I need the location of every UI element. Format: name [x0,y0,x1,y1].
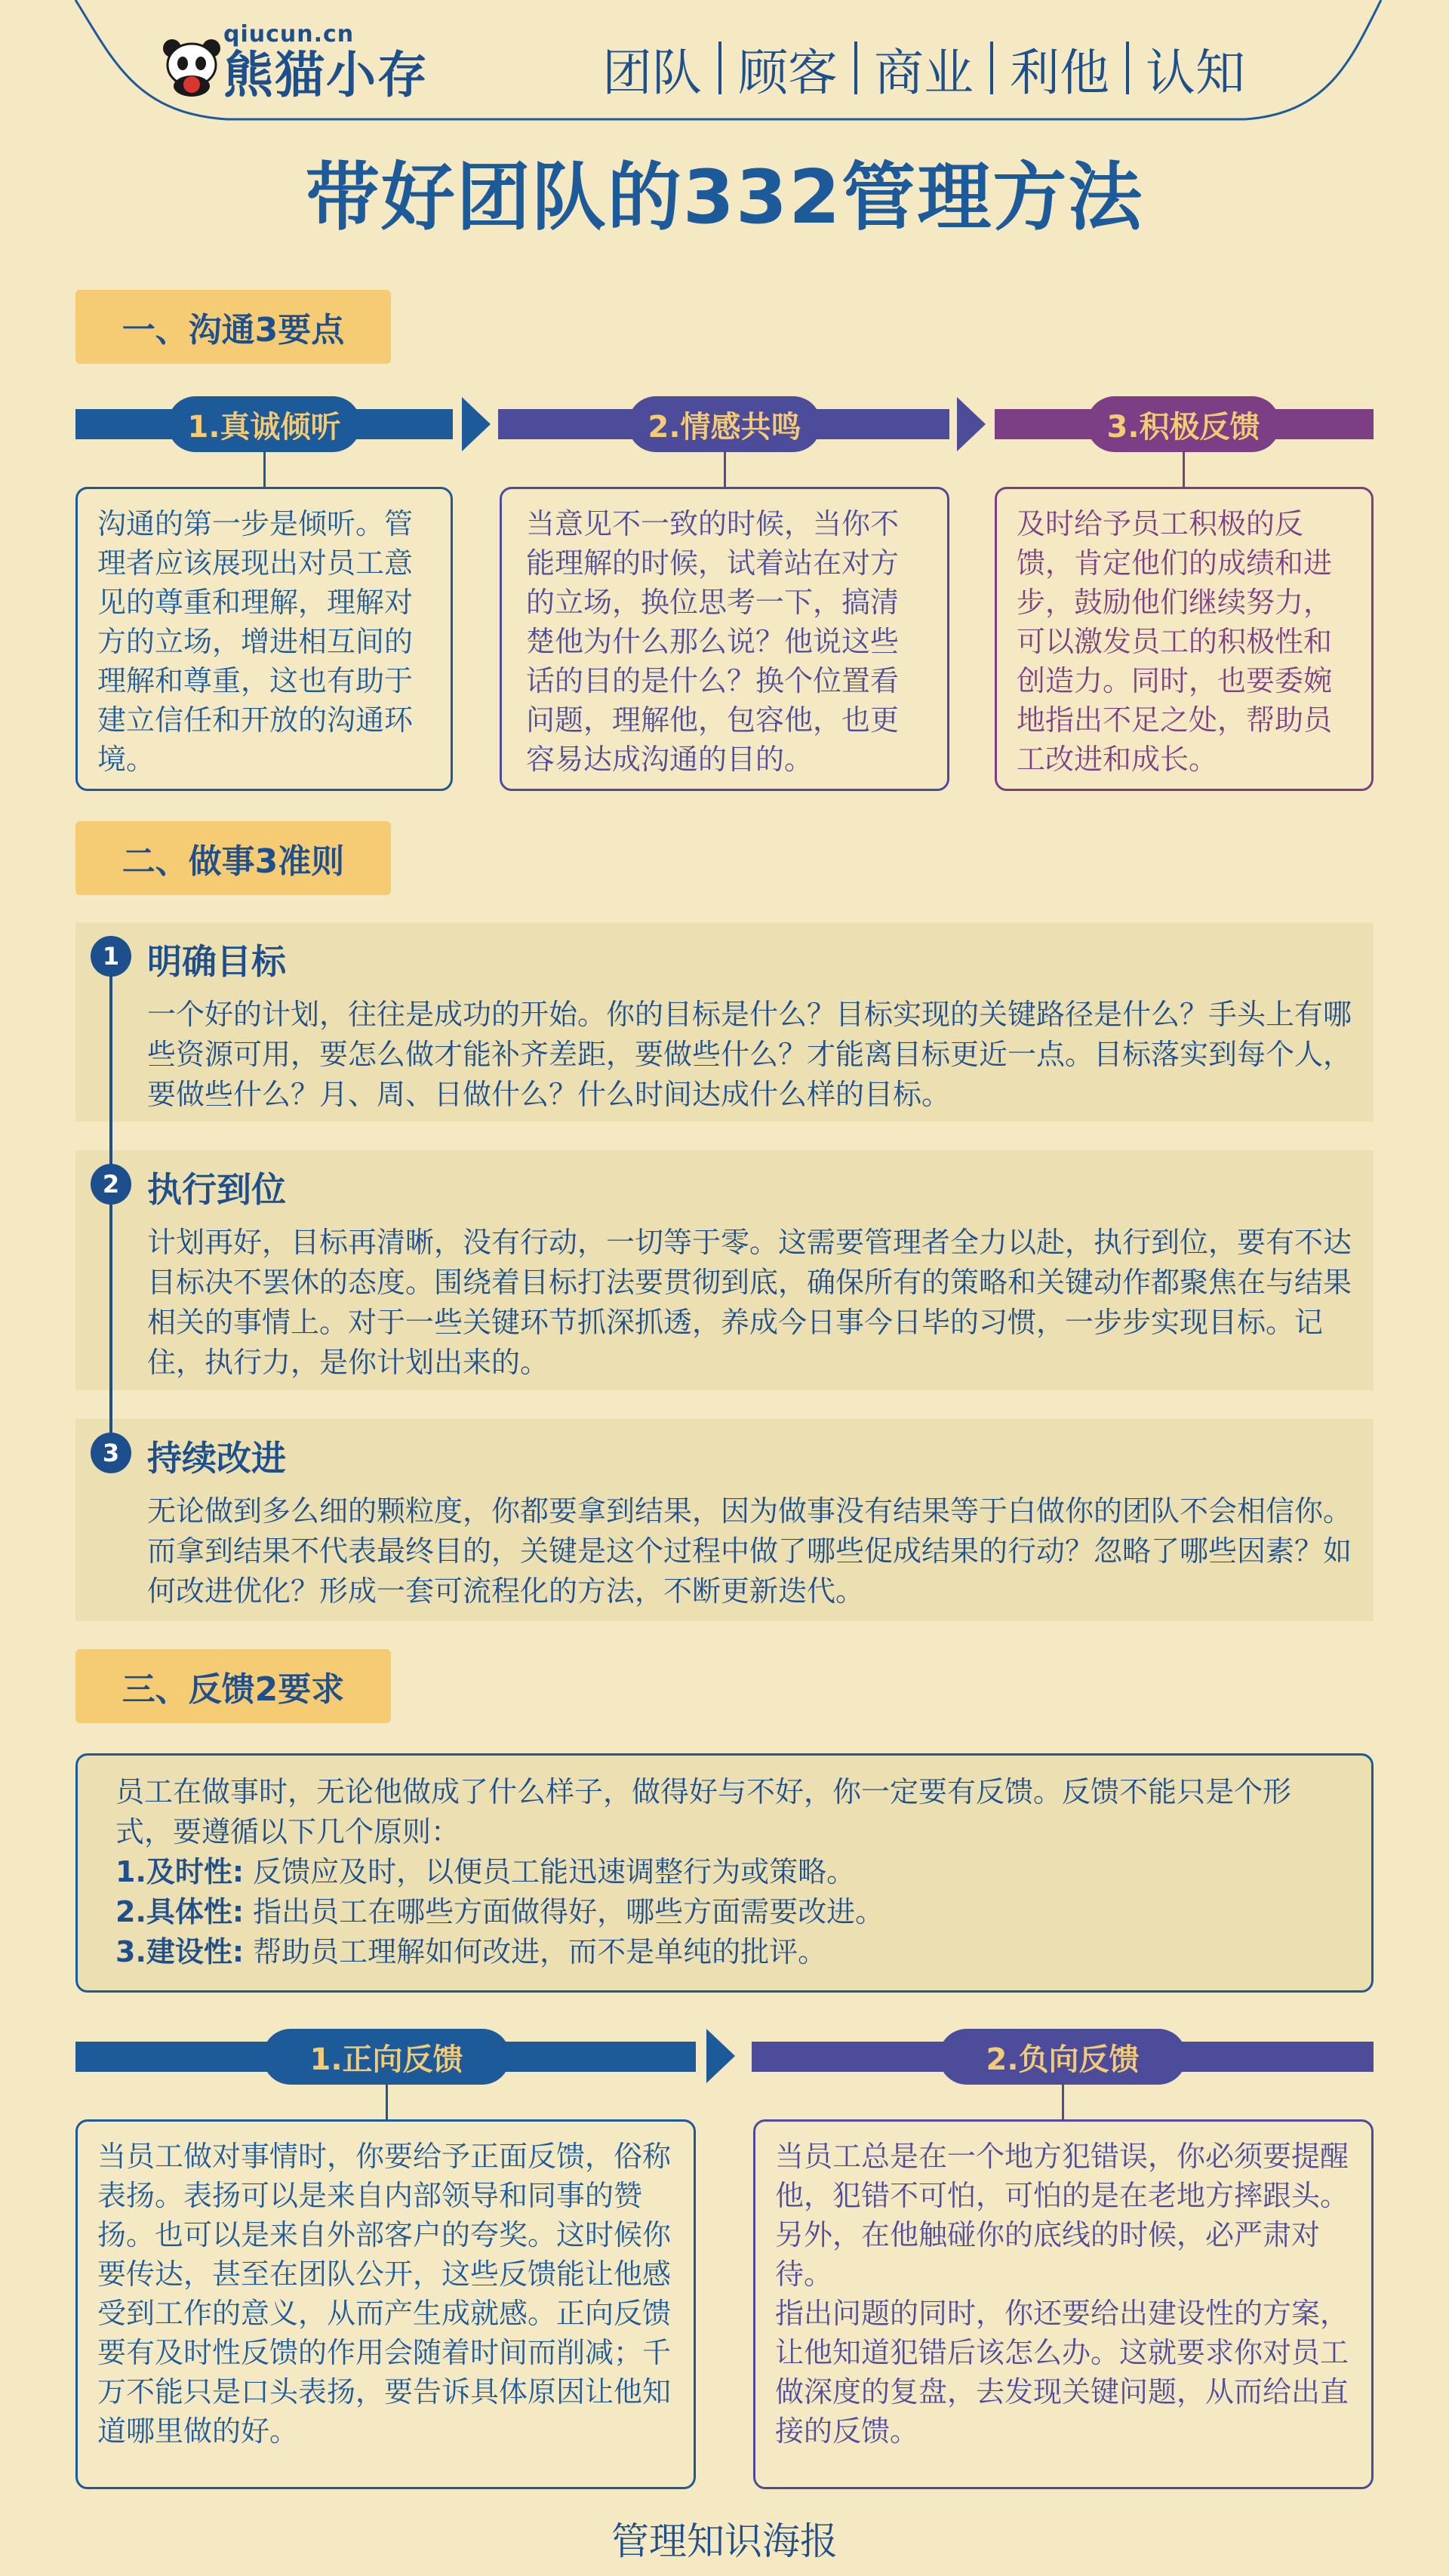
section-tag-communication: 一、沟通3要点 [75,290,391,364]
principle-label: 3.建设性: [115,1935,245,1968]
principle-label: 1.及时性: [115,1855,245,1888]
connector [1062,2085,1064,2121]
number-badge: 3 [91,1433,131,1473]
nav-item-business[interactable]: 商业 [874,43,974,102]
arrow-right-icon [706,2029,735,2083]
arrow-right-icon [462,397,491,451]
principle-line [115,1892,1334,1932]
principle-text: 指出员工在哪些方面做得好，哪些方面需要改进。 [244,1895,884,1928]
connector [263,452,266,488]
nav-item-cognition[interactable]: 认知 [1146,43,1245,102]
footer-title: 管理知识海报 [611,2519,838,2563]
principle-text: 帮助员工理解如何改进，而不是单纯的批评。 [244,1935,827,1968]
header-nav [596,30,1251,106]
number-badge: 1 [91,936,131,977]
intro-text: 员工在做事时，无论他做成了什么样子，做得好与不好，你一定要有反馈。反馈不能只是个形式，要遵循以下几个原则： [115,1775,1292,1848]
nav-item-customer[interactable]: 顾客 [738,43,838,102]
section-tag-feedback: 三、反馈2要求 [75,1649,391,1723]
number-badge: 2 [91,1164,131,1205]
step-box-empathy: 当意见不一致的时候，当你不能理解的时候，试着站在对方的立场，换位思考一下，搞清楚他为什么那么说？他说这些话的目的是什么？换个位置看问题，理解他，包容他，也更容易达成沟通的目的。 [500,487,949,791]
principle-title: 执行到位 [147,1169,286,1210]
principle-text: 反馈应及时，以便员工能迅速调整行为或策略。 [244,1855,856,1888]
step-box-negative: 当员工总是在一个地方犯错误，你必须要提醒他，犯错不可怕，可怕的是在老地方摔跟头。另外，在他触碰你的底线的时候，必严肃对待。 指出问题的同时，你还要给出建设性的方案，让他知道犯错后该怎么办。这就要求你对员工做深度的复盘，去发现关键问题，从而给出直接的反馈。 [753,2119,1374,2489]
principle-line [115,1932,1334,1972]
principle-body: 一个好的计划，往往是成功的开始。你的目标是什么？目标实现的关键路径是什么？手头上有哪些资源可用，要怎么做才能补齐差距，要做些什么？才能离目标更近一点。目标落实到每个人，要做些什么？月、周、日做什么？什么时间达成什么样的目标。 [147,998,1352,1111]
principle-body: 无论做到多么细的颗粒度，你都要拿到结果，因为做事没有结果等于白做你的团队不会相信你。而拿到结果不代表最终目的，关键是这个过程中做了哪些促成结果的行动？忽略了哪些因素？如何改进优化？形成一套可流程化的方法，不断更新迭代。 [147,1494,1352,1608]
step-box-feedback: 及时给予员工积极的反馈，肯定他们的成绩和进步，鼓励他们继续努力，可以激发员工的积极性和创造力。同时，也要委婉地指出不足之处，帮助员工改进和成长。 [995,487,1374,791]
connector [386,2085,388,2121]
nav-item-altruism[interactable]: 利他 [1010,43,1109,102]
step-pill-feedback: 3.积极反馈 [1087,396,1280,452]
page-title: 带好团队的332管理方法 [305,155,1144,241]
principle-line [115,1852,1334,1892]
connector [1183,452,1185,488]
logo-domain: qiucun.cn [223,21,355,48]
step-pill-negative: 2.负向反馈 [939,2029,1186,2085]
nav-divider [990,42,993,94]
timeline-line [109,957,112,1452]
logo-name: 熊猫小存 [223,46,429,104]
principle-title: 持续改进 [147,1438,286,1479]
principle-label: 2.具体性: [115,1895,245,1928]
principle-title: 明确目标 [147,941,286,982]
connector [724,452,726,488]
nav-divider [1126,42,1129,94]
nav-item-team[interactable]: 团队 [602,43,702,102]
arrow-right-icon [957,397,986,451]
step-pill-listening: 1.真诚倾听 [168,396,361,452]
step-pill-positive: 1.正向反馈 [263,2029,510,2085]
feedback-intro-box [75,1753,1374,1993]
principle-body: 计划再好，目标再清晰，没有行动，一切等于零。这需要管理者全力以赴，执行到位，要有不达目标决不罢休的态度。围绕着目标打法要贯彻到底，确保所有的策略和关键动作都聚焦在与结果相关的事情上。对于一些关键环节抓深抓透，养成今日事今日毕的习惯，一步步实现目标。记住，执行力，是你计划出来的。 [147,1226,1352,1379]
logo [160,21,477,104]
step-pill-empathy: 2.情感共鸣 [628,396,821,452]
step-box-listening: 沟通的第一步是倾听。管理者应该展现出对员工意见的尊重和理解，理解对方的立场，增进相互间的理解和尊重，这也有助于建立信任和开放的沟通环境。 [75,487,453,791]
nav-divider [854,42,857,94]
panda-logo-icon [160,35,223,98]
section-tag-doing: 二、做事3准则 [75,821,391,895]
nav-divider [718,42,721,94]
step-box-positive: 当员工做对事情时，你要给予正面反馈，俗称表扬。表扬可以是来自内部领导和同事的赞扬。也可以是来自外部客户的夸奖。这时候你要传达，甚至在团队公开，这些反馈能让他感受到工作的意义，从而产生成就感。正向反馈要有及时性反馈的作用会随着时间而削减；千万不能只是口头表扬，要告诉具体原因让他知道哪里做的好。 [75,2119,696,2489]
